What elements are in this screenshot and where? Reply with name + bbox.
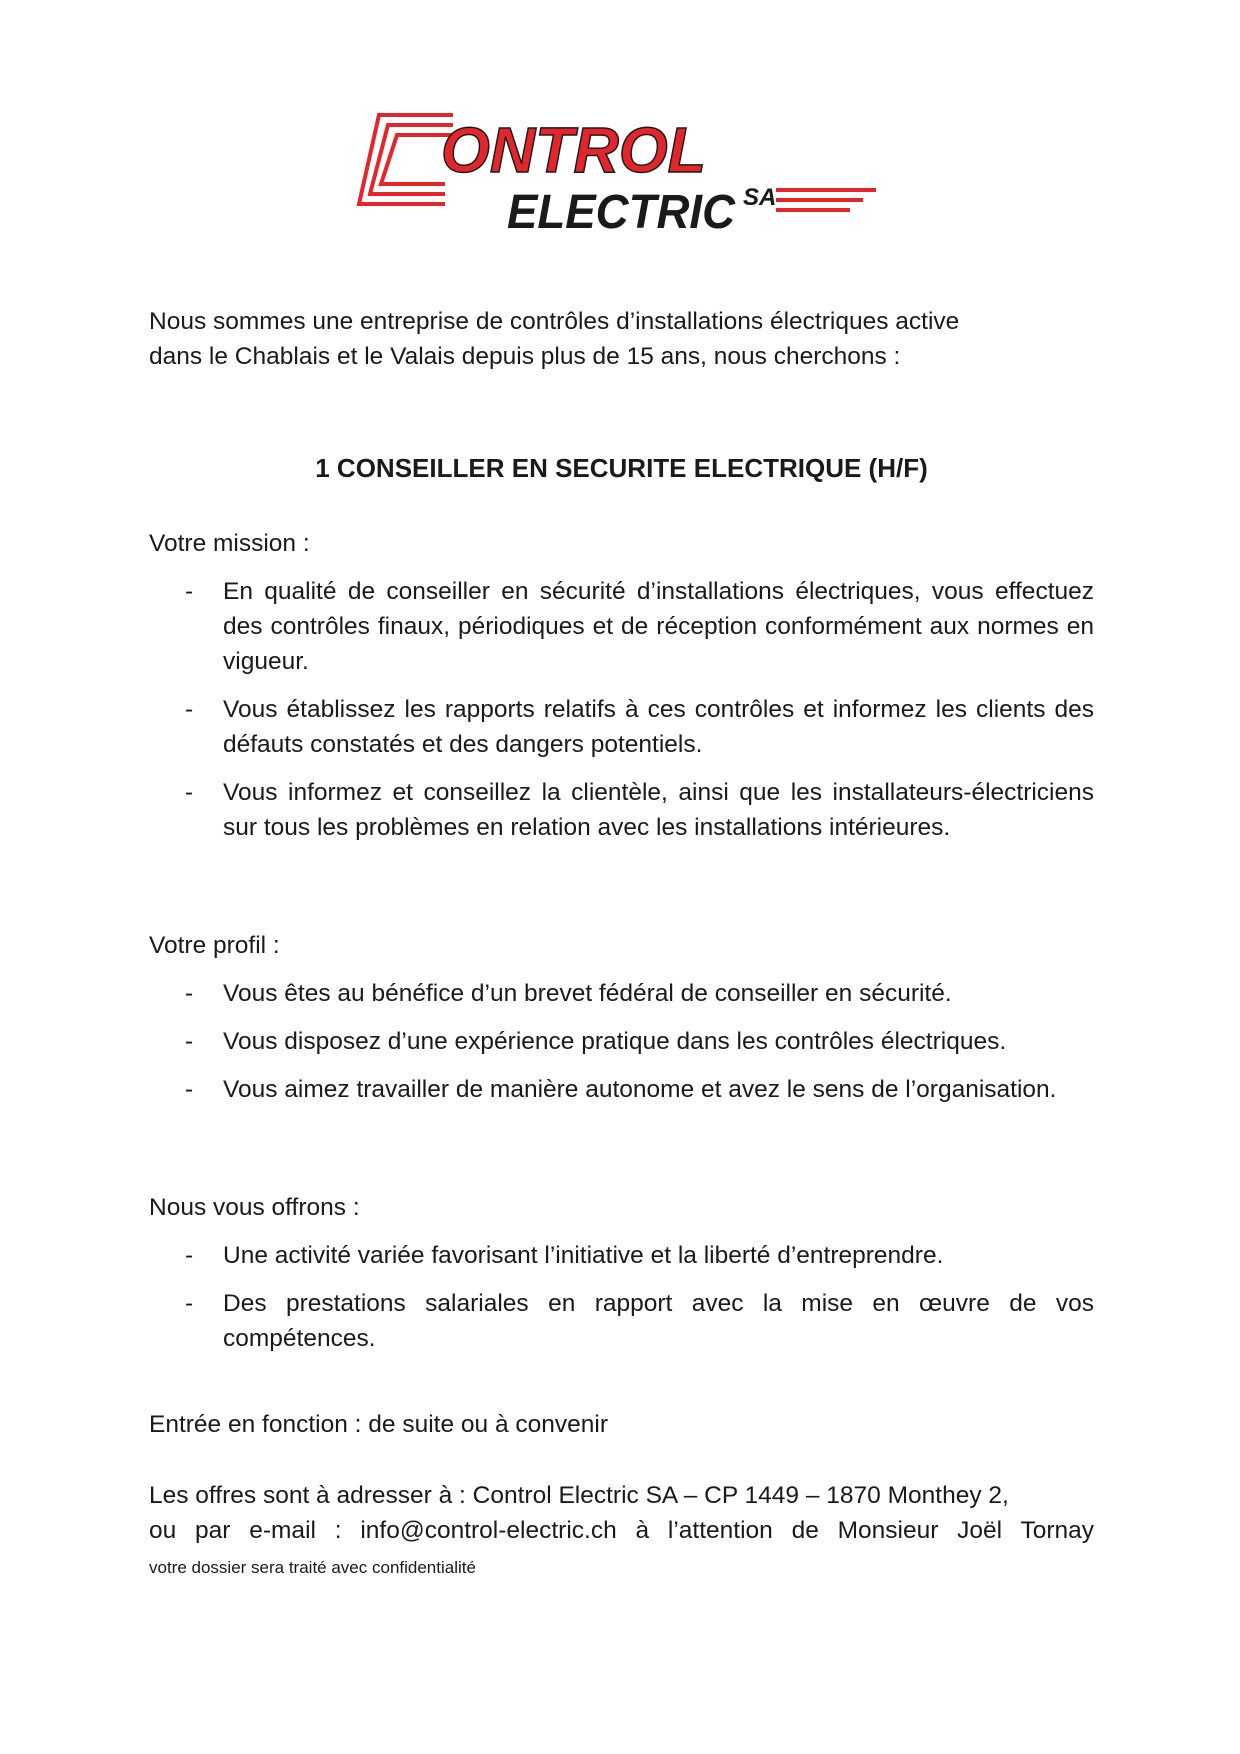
offre-heading: Nous vous offrons : bbox=[149, 1194, 360, 1221]
offre-item: - Des prestations salariales en rapport avec la mise en œuvre de vos compétences. bbox=[149, 1286, 1094, 1356]
intro-line-2: dans le Chablais et le Valais depuis plus de 15 ans, nous cherchons : bbox=[149, 343, 901, 370]
profil-item: - Vous êtes au bénéfice d’un brevet fédéral de conseiller en sécurité. bbox=[149, 976, 1094, 1011]
mission-heading: Votre mission : bbox=[149, 530, 310, 557]
profil-heading: Votre profil : bbox=[149, 932, 280, 959]
control-electric-logo bbox=[355, 112, 885, 240]
logo-word-sa: SA bbox=[743, 184, 777, 211]
offre-list bbox=[149, 1238, 1094, 1369]
bullet-dash: - bbox=[185, 1242, 194, 1269]
bullet-dash: - bbox=[185, 1290, 194, 1317]
bullet-dash: - bbox=[185, 980, 194, 1007]
confidentiality-note: votre dossier sera traité avec confidentialité bbox=[149, 1558, 476, 1577]
bullet-dash: - bbox=[185, 1076, 194, 1103]
logo-speed-lines bbox=[776, 190, 876, 210]
contact-address-line: Les offres sont à adresser à : Control Electric SA – CP 1449 – 1870 Monthey 2, bbox=[149, 1482, 1009, 1509]
contact-block bbox=[149, 1478, 1094, 1548]
logo-word-electric: ELECTRIC bbox=[507, 186, 737, 239]
mission-item: - En qualité de conseiller en sécurité d’installations électriques, vous effectuez des contrôles finaux, périodiques et de réception conformément aux normes en vigueur. bbox=[149, 574, 1094, 679]
bullet-dash: - bbox=[185, 779, 194, 806]
mission-list bbox=[149, 574, 1094, 858]
job-title: 1 CONSEILLER EN SECURITE ELECTRIQUE (H/F) bbox=[315, 453, 928, 483]
offre-item: - Une activité variée favorisant l’initiative et la liberté d’entreprendre. bbox=[149, 1238, 1094, 1273]
profil-item: - Vous disposez d’une expérience pratique dans les contrôles électriques. bbox=[149, 1024, 1094, 1059]
mission-item: - Vous établissez les rapports relatifs à ces contrôles et informez les clients des défauts constatés et des dangers potentiels. bbox=[149, 692, 1094, 762]
profil-list bbox=[149, 976, 1094, 1120]
intro-paragraph bbox=[149, 304, 1094, 374]
intro-line-1: Nous sommes une entreprise de contrôles d’installations électriques active bbox=[149, 308, 960, 335]
bullet-dash: - bbox=[185, 1028, 194, 1055]
contact-email-line: ou par e-mail : info@control-electric.ch à l’attention de Monsieur Joël Tornay bbox=[149, 1517, 1094, 1544]
start-date-line: Entrée en fonction : de suite ou à convenir bbox=[149, 1411, 608, 1438]
mission-item: - Vous informez et conseillez la clientèle, ainsi que les installateurs-électriciens sur tous les problèmes en relation avec les installations intérieures. bbox=[149, 775, 1094, 845]
bullet-dash: - bbox=[185, 696, 194, 723]
profil-item: - Vous aimez travailler de manière autonome et avez le sens de l’organisation. bbox=[149, 1072, 1094, 1107]
logo-word-control: ONTROL bbox=[441, 114, 706, 186]
bullet-dash: - bbox=[185, 578, 194, 605]
